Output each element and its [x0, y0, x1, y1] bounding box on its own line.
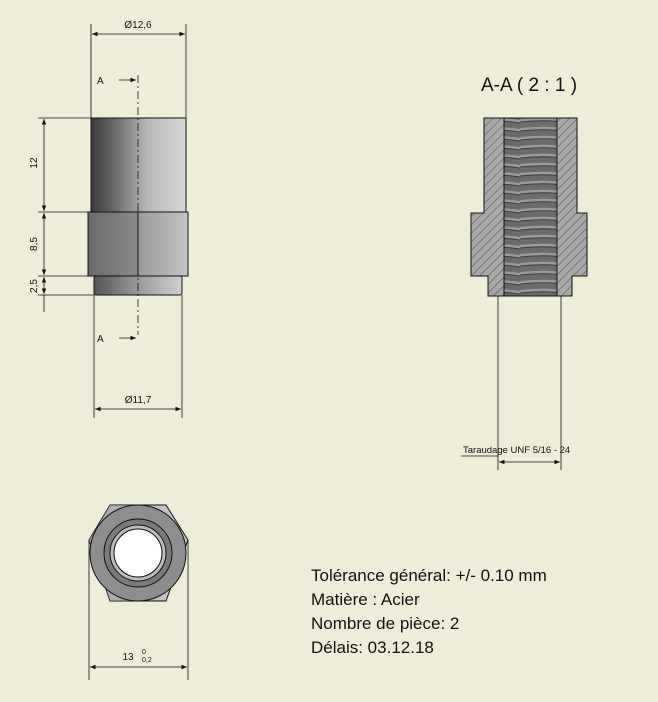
section-title: A-A ( 2 : 1 )	[480, 75, 578, 96]
bore-hole	[114, 529, 162, 577]
note-quantity: Nombre de pièce: 2	[311, 614, 460, 633]
hex-width-label: 13	[122, 652, 134, 663]
section-wall-left	[471, 118, 504, 296]
note-tolerance: Tolérance général: +/- 0.10 mm	[311, 566, 547, 585]
note-material: Matière : Acier	[311, 590, 420, 609]
note-deadline: Délais: 03.12.18	[311, 638, 434, 657]
front-view	[29, 20, 188, 418]
dim-bottom-diameter: Ø11,7	[124, 395, 152, 406]
hex-tol-lower: 0,2	[142, 657, 152, 664]
thread-label: Taraudage UNF 5/16 - 24	[463, 445, 571, 456]
hex-view	[89, 505, 188, 680]
section-wall-right	[557, 118, 587, 296]
thread-bore	[504, 118, 557, 296]
dim-height-1: 12	[29, 157, 40, 169]
hex-face-left	[88, 212, 138, 276]
hex-tol-upper: 0	[142, 649, 146, 656]
dim-height-3: 2,5	[29, 279, 40, 293]
hex-face-right	[138, 212, 188, 276]
dim-height-2: 8,5	[29, 237, 40, 251]
section-mark-bottom: A	[97, 334, 104, 345]
notes-block	[311, 566, 547, 657]
dim-top-diameter: Ø12,6	[124, 20, 152, 31]
cylinder-body	[91, 118, 186, 212]
section-view	[461, 75, 587, 470]
section-mark-top: A	[97, 76, 104, 87]
